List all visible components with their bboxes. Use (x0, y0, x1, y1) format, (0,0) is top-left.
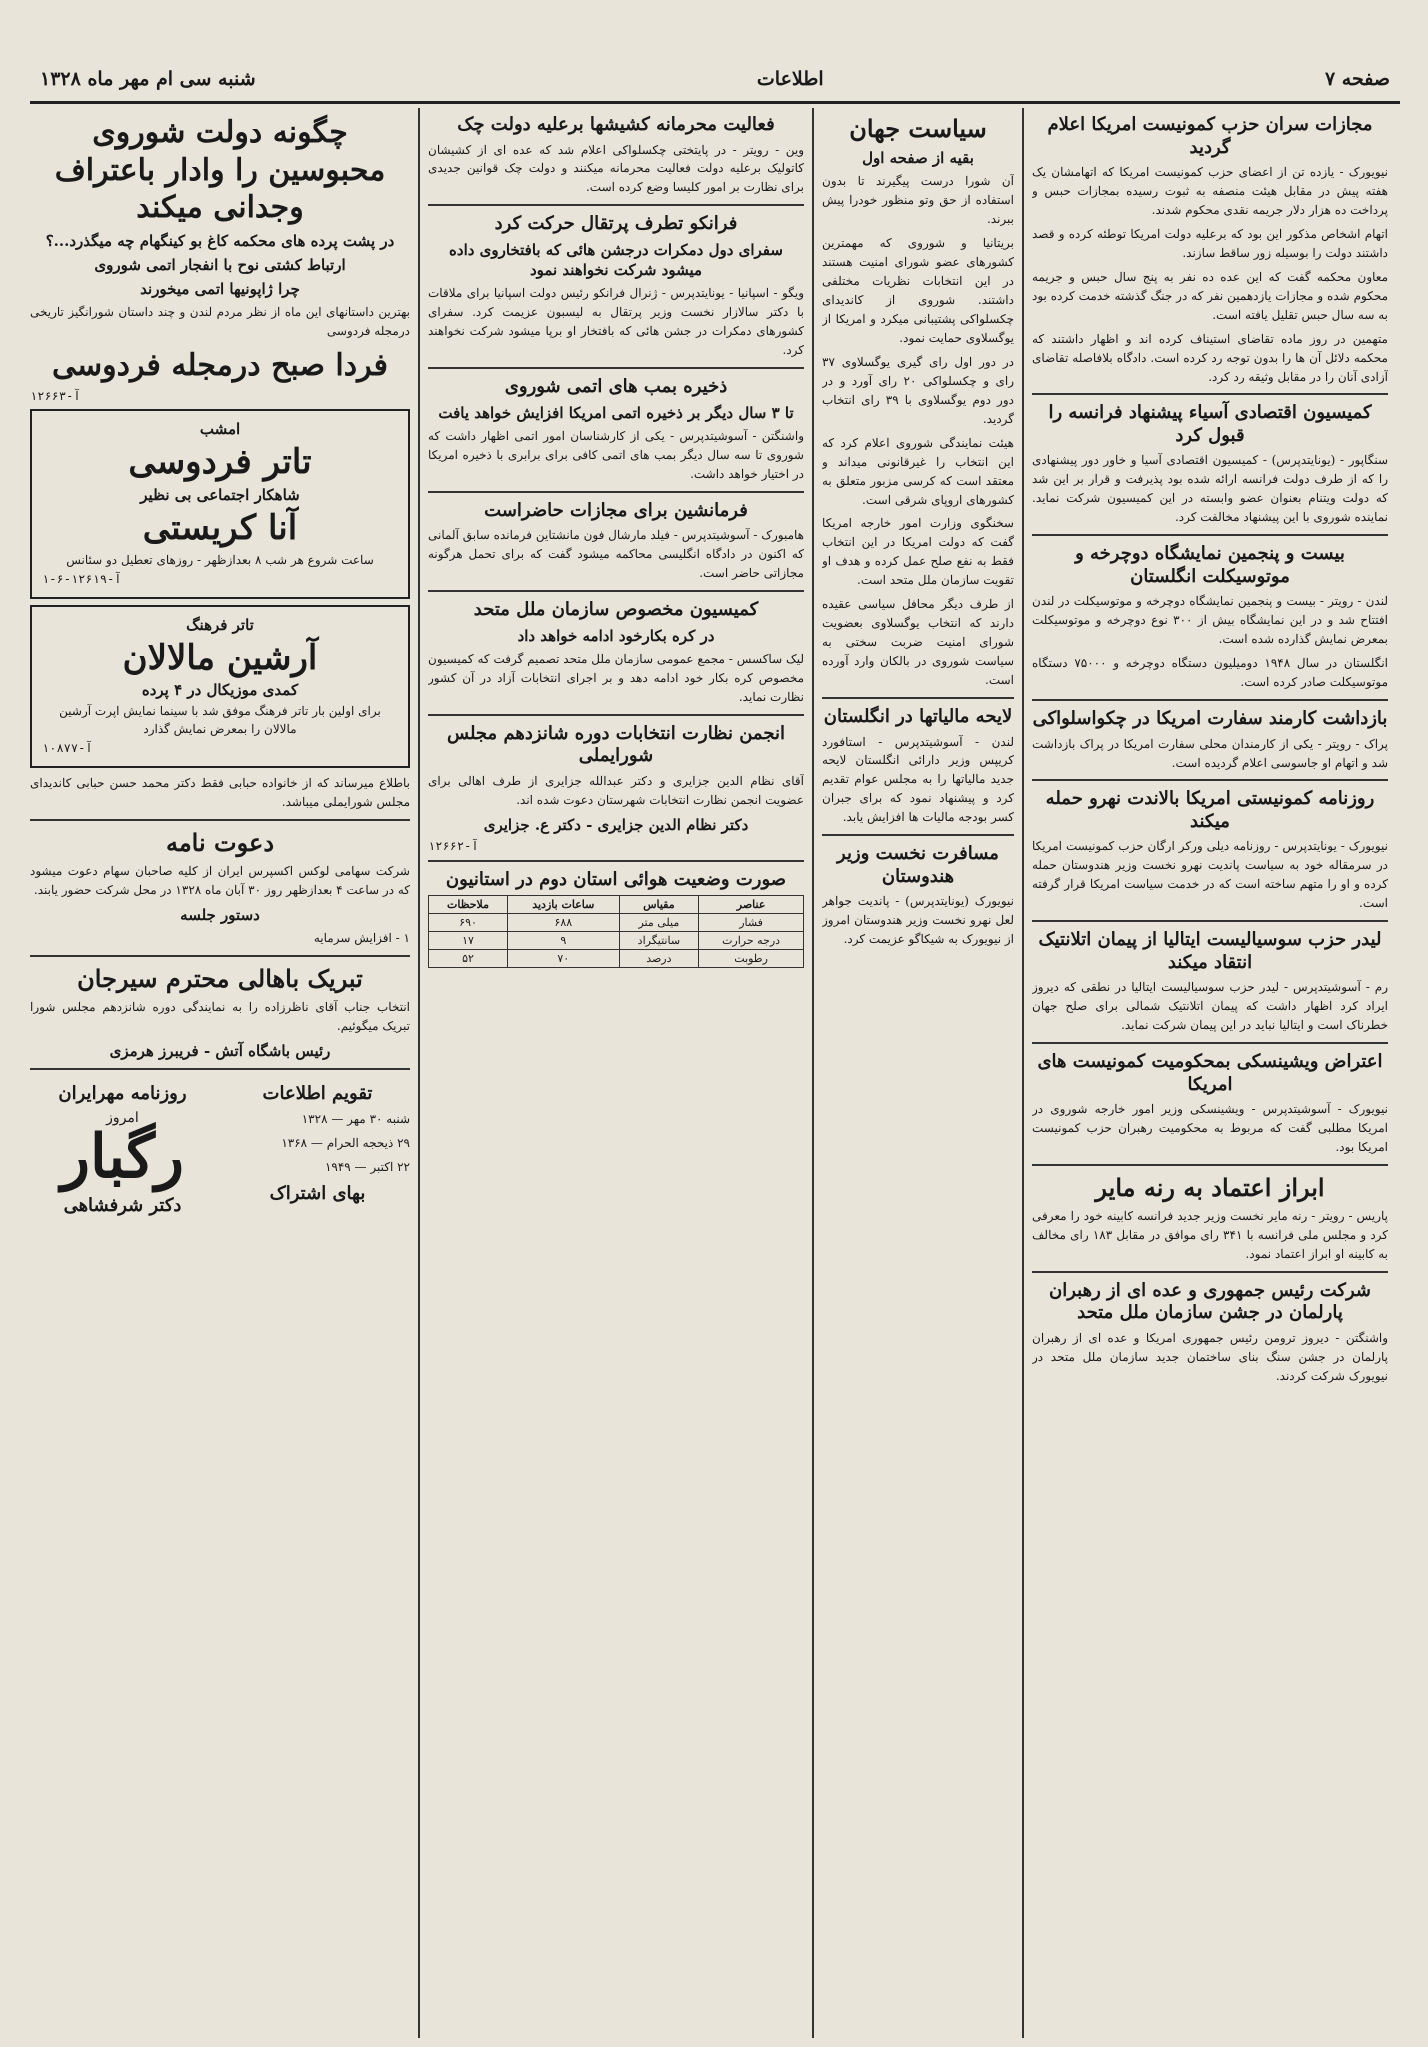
headline: شرکت رئیس جمهوری و عده ای از رهبران پارلمان در جشن سازمان ملل متحد (1049, 1279, 1371, 1324)
article-text: پراک - رویتر - یکی از کارمندان محلی سفارت امریکا در پراک بازداشت شد و اتهام او جاسوسی اعلام گردیده است. (1032, 736, 1388, 770)
table-cell: ۶۸۸ (508, 914, 620, 932)
article-text: واشنگتن - دیروز ترومن رئیس جمهوری امریکا و عده ای از رهبران پارلمان در جشن سنگ بنای ساختمان جدید سازمان ملل متحد در نیویورک شرکت کردند. (1032, 1330, 1388, 1383)
headline: انجمن نظارت انتخابات دوره شانزدهم مجلس شورایملی (447, 722, 785, 767)
table-header: ملاحظات (429, 896, 508, 914)
table-cell: ۱۷ (429, 932, 508, 950)
play-title: آنا کریستی (142, 508, 298, 549)
column-4 (30, 108, 410, 2038)
headline: لایحه مالیاتها در انگلستان (823, 706, 1013, 728)
headline: فرانکو تطرف پرتقال حرکت کرد (494, 213, 738, 235)
divider (30, 819, 410, 821)
ad-code: آ-۱۰۸۷۷ (42, 741, 93, 756)
article-text: در دور اول رای گیری یوگسلاوی ۳۷ رای و چکسلواکی ۲۰ رای آورد و در دور دوم یوگسلاوی با ۳۹ رای انتخاب گردید. (822, 354, 1014, 426)
bottom-boxes (30, 1077, 410, 1221)
column-rule (1022, 108, 1024, 2038)
headline: سیاست جهان (849, 114, 987, 143)
theater-ad-farhang (30, 605, 410, 769)
header-rule (30, 101, 1400, 104)
signature: رئیس باشگاه آتش - فریبرز هرمزی (109, 1042, 331, 1061)
article-text: رم - آسوشیتدپرس - لیدر حزب سوسیالیست ایتالیا در نطقی که دیروز ایراد کرد اظهار داشت که پیمان اتلانتیک شمالی برای صلح جهان خطرناک است و ایتالیا نباید در این پیمان شرکت نماید. (1032, 980, 1388, 1033)
subheadline: سفرای دول دمکرات درجشن هائی که بافتخاروی داده میشود شرکت نخواهند نمود (449, 240, 783, 280)
headline: کمیسیون اقتصادی آسیاء پیشنهاد فرانسه را قبول کرد (1048, 402, 1372, 446)
calendar-title: تقویم اطلاعات (262, 1083, 373, 1105)
column-rule (812, 108, 814, 2038)
article-text: پاریس - رویتر - رنه مایر نخست وزیر جدید فرانسه کابینه خود را معرفی کرد و مجلس ملی فرانسه با ۳۴۱ رای موافق در مقابل ۱۸۳ رای مخالف به کابینه او ابراز اعتماد نمود. (1032, 1209, 1388, 1261)
doctor-ad: دکتر شرفشاهی (63, 1194, 182, 1216)
article-text: لندن - آسوشیتدپرس - استافورد کریپس وزیر دارائی انگلستان لایحه جدید مالیاتها را به مجلس عوام تقدیم کرد و پیشنهاد نمود که برای جبران کسر بودجه مالیات ها افزایش یابد. (822, 734, 1014, 825)
logo-today: امروز (106, 1109, 139, 1126)
ad-tonight: امشب (199, 419, 241, 438)
ads-box (30, 1077, 215, 1221)
headline: مسافرت نخست وزیر هندوستان (837, 843, 999, 887)
play-title: آرشین مالالان (122, 638, 318, 679)
divider (428, 204, 804, 206)
divider (428, 714, 804, 716)
continuation-note: بقیه از صفحه اول (862, 149, 974, 167)
ad-code: آ-۱۲۶۱۹-۶-۱ (42, 571, 122, 586)
headline: بازداشت کارمند سفارت امریکا در چکواسلواکی (1032, 708, 1388, 730)
divider (1032, 1271, 1388, 1273)
headline: بیست و پنجمین نمایشگاه دوچرخه و موتوسیکلت انگلستان (1075, 543, 1345, 587)
headline: لیدر حزب سوسیالیست ایتالیا از پیمان اتلانتیک انتقاد میکند (1038, 929, 1382, 973)
column-rule (418, 108, 420, 2038)
table-header: مقیاس (619, 896, 699, 914)
issue-date: شنبه سی ام مهر ماه ۱۳۲۸ (40, 68, 256, 90)
article-text: هیئت نمایندگی شوروی اعلام کرد که این انتخاب را غیرقانونی میداند و معتقد است که کرسی مزبور متعلق به کشورهای اروپای شرقی است. (822, 435, 1014, 507)
ad-note: برای اولین بار تاتر فرهنگ موفق شد با سینما نمایش اپرت آرشین مالالان را بمعرض نمایش گذارد (59, 704, 381, 737)
headline: ذخیره بمب های اتمی شوروی (504, 376, 728, 398)
notice-text: شرکت سهامی لوکس اکسپرس ایران از کلیه صاحبان سهام دعوت میشود که در ساعت ۴ بعدازظهر روز ۳۰ آبان ماه ۱۳۲۸ در محل شرکت حضور یابند. (30, 864, 410, 898)
masthead (40, 62, 1390, 96)
headline: فعالیت محرمانه کشیشها برعلیه دولت چک (457, 114, 775, 135)
calendar-row: ۲۹ ذیحجه الحرام — ۱۳۶۸ (281, 1135, 410, 1150)
play-desc: کمدی موزیکال در ۴ پرده (141, 681, 299, 700)
divider (30, 1068, 410, 1070)
page-number: صفحه ۷ (1324, 68, 1390, 90)
article-text: نیویورک - یونایتدپرس - روزنامه دیلی ورکر ارگان حزب کمونیست امریکا در سرمقاله خود به سیاست پاندیت نهرو نخست وزیر هندوستان حمله کرده و او را متهم ساخته است که در خدمت سیاست امریکا قرار گرفته است. (1032, 839, 1388, 911)
ad-code: آ-۱۲۶۶۳ (30, 388, 81, 403)
table-cell: ۷۰ (508, 950, 620, 968)
table-cell: درصد (619, 950, 699, 968)
column-2 (822, 108, 1014, 2038)
calendar-box (225, 1077, 410, 1221)
article-text: نیویورک - یازده تن از اعضای حزب کمونیست امریکا که اتهامشان یک هفته پیش در مقابل هیئت منصفه به ثبوت رسیده بمجازات حبس و پرداخت ده هزار دلار جریمه نقدی محکوم شدند. (1032, 165, 1388, 217)
article-text: واشنگتن - آسوشیتدپرس - یکی از کارشناسان امور اتمی اظهار داشت که شوروی تا سه سال دیگر بمب های اتمی کافی برای برابری با ذخیره امریکا در اختیار خواهد داشت. (428, 428, 804, 481)
headline: دعوت نامه (165, 828, 275, 858)
headline: اعتراض ویشینسکی بمحکومیت کمونیست های امریکا (1037, 1051, 1383, 1095)
divider (1032, 779, 1388, 781)
divider (822, 834, 1014, 836)
headline: فرمانشین برای مجازات حاضراست (484, 499, 748, 521)
theater-name: تاتر فرهنگ (186, 615, 254, 634)
subheadline: تا ۳ سال دیگر بر ذخیره اتمی امریکا افزایش خواهد یافت (438, 403, 794, 422)
article-text: نیویورک (یونایتدپرس) - پاندیت جواهر لعل نهرو نخست وزیر هندوستان امروز از نیویورک به شیکاگو عزیمت کرد. (822, 894, 1014, 947)
play-desc: شاهکار اجتماعی بی نظیر (140, 485, 300, 504)
column-1 (1032, 108, 1388, 2038)
article-text: وین - رویتر - در پایتختی چکسلواکی اعلام شد که عده ای از کشیشان کاتولیک برعلیه دولت فعالیت محرمانه میکنند و دولت چک قوانین جدیدی برای نظارت بر امور کلیسا وضع کرده است. (428, 142, 804, 195)
divider (1032, 1042, 1388, 1044)
headline: تبریک باهالی محترم سیرجان (77, 964, 363, 994)
theater-name: تاتر فردوسی (128, 442, 312, 483)
calendar-row: شنبه ۳۰ مهر — ۱۳۲۸ (301, 1111, 410, 1126)
headline: روزنامه کمونیستی امریکا بالاندت نهرو حمله میکند (1045, 788, 1375, 832)
notice-text: انتخاب جناب آقای ناظرزاده را به نمایندگی دوره شانزدهم مجلس شورا تبریک میگوئیم. (30, 1000, 410, 1034)
headline: چگونه دولت شوروی محبوسین را وادار باعتراف وجدانی میکند (54, 115, 386, 225)
table-row (429, 914, 804, 932)
article-text: آن شورا درست پیگیرند تا بدون استفاده از حق وتو منظور خودرا پیش ببرند. (822, 174, 1014, 227)
paper-name: اطلاعات (756, 68, 824, 90)
table-cell: فشار (699, 914, 804, 932)
subheadline: چرا ژاپونیها اتمی میخورند (140, 280, 300, 298)
table-header: ساعات بازدید (508, 896, 620, 914)
article-text: سخنگوی وزارت امور خارجه امریکا گفت که دولت امریکا در این انتخاب فقط به نفع صلح عمل کرده و هدف او تقویت سازمان ملل متحد است. (822, 516, 1014, 588)
article-text: هامبورک - آسوشیتدپرس - فیلد مارشال فون مانشتاین فرمانده سابق آلمانی که اکنون در دادگاه انگلیسی محاکمه میشود گفت که برای تحمل هرگونه مجازاتی حاضر است. (428, 528, 804, 581)
subheadline: ارتباط کشتی نوح با انفجار اتمی شوروی (94, 255, 346, 274)
subscription-title: بهای اشتراک (269, 1182, 366, 1204)
article-text: معاون محکمه گفت که این عده ده نفر به پنج سال حبس و جریمه محکوم شده و مجازات یازدهمین نفر که در جنگ گذشته خدمت کرده بود به سه سال حبس تقلیل یافته است. (1032, 269, 1388, 322)
ragbar-logo: رگبار (61, 1121, 184, 1192)
table-cell: درجه حرارت (699, 932, 804, 950)
divider (1032, 1164, 1388, 1166)
article-text: ویگو - اسپانیا - یونایتدپرس - ژنرال فرانکو رئیس دولت اسپانیا برای ملاقات با دکتر سالازار نخست وزیر پرتقال به لیسبون عزیمت کرد. سفرای کشورهای دمکرات در جشن هائی که بافتخار او برپا میشود شرکت نخواهند کرد. (428, 286, 804, 358)
article-text: سنگاپور - (یونایتدپرس) - کمیسیون اقتصادی آسیا و خاور دور پیشنهادی را که از طرف دولت فرانسه ارائه شده بود پذیرفت و قرار بر این شد که دولت ویتنام بعنوان عضو وابسته در این کمیسیون شرکت نماید. نماینده شوروی با این پیشنهاد مخالفت کرد. (1032, 453, 1388, 525)
article-text: لندن - رویتر - بیست و پنجمین نمایشگاه دوچرخه و موتوسیکلت در لندن افتتاح شد و در این نمایشگاه بیش از ۳۰۰ نوع دوچرخه و موتوسیکلت بمعرض نمایش گذارده شده است. (1032, 594, 1388, 647)
table-cell: ۵۲ (429, 950, 508, 968)
article-text: لیک ساکسس - مجمع عمومی سازمان ملل متحد تصمیم گرفت که کمیسیون مخصوص کره بکار خود ادامه دهد و بر اجرای انتخابات آزاد در آن کشور نظارت نماید. (428, 651, 804, 704)
divider (428, 860, 804, 862)
ad-code: آ-۱۲۶۶۲ (428, 838, 479, 853)
calendar-row: ۲۲ اکتبر — ۱۹۴۹ (324, 1159, 410, 1174)
article-text: نیویورک - آسوشیتدپرس - ویشینسکی وزیر امور خارجه شوروی در امریکا مطلبی گفت که مربوط به محکومیت رهبران حزب کمونیست امریکا بود. (1032, 1102, 1388, 1155)
divider (822, 697, 1014, 699)
weather-title: صورت وضعیت هوائی استان دوم در استانیون (445, 868, 787, 890)
table-cell: ۹ (508, 932, 620, 950)
article-text: اتهام اشخاص مذکور این بود که برعلیه دولت امریکا توطئه کرده و قصد داشتند دولت را بوسیله زور ساقط سازند. (1032, 226, 1388, 260)
subheadline: در پشت پرده های محکمه کاغ بو کینگهام چه میگذرد...؟ (45, 231, 395, 250)
subheadline: در کره بکارخود ادامه خواهد داد (517, 626, 715, 645)
theater-ad-ferdowsi (30, 409, 410, 599)
table-cell: ۶۹۰ (429, 914, 508, 932)
table-row (429, 932, 804, 950)
notice-text: باطلاع میرساند که از خانواده حبابی فقط دکتر محمد حسن حبابی کاندیدای مجلس شورایملی میباشد. (30, 776, 410, 810)
article-text: بریتانیا و شوروی که مهمترین کشورهای عضو شورای امنیت هستند در این انتخابات نظریات مختلفی داشتند. شوروی از کاندیدای چکسلواکی پشتیبانی میکرد و امریکا از یوگسلاوی حمایت نمود. (822, 236, 1014, 345)
article-text: متهمین در روز ماده تقاضای استیناف کرده اند و اظهار داشتند که محکمه دلائل آن ها را بدون توجه رد کرده است. دادگاه بلافاصله تقاضای آزادی آنان را در مقابل وثیقه رد کرد. (1032, 331, 1388, 384)
divider (1032, 699, 1388, 701)
divider (30, 955, 410, 957)
article-text: آقای نظام الدین جزایری و دکتر عبدالله جزایری از طرف اهالی برای عضویت انجمن نظارت انتخابات شهرستان دعوت شده اند. (428, 773, 804, 807)
table-cell: سانتیگراد (619, 932, 699, 950)
divider (1032, 393, 1388, 395)
table-row (429, 950, 804, 968)
headline: فردا صبح درمجله فردوسی (52, 348, 388, 384)
table-cell: رطوبت (699, 950, 804, 968)
headline: مجازات سران حزب کمونیست امریکا اعلام گردید (1047, 114, 1373, 158)
article-text: بهترین داستانهای این ماه از نظر مردم لندن و چند داستان شورانگیز تاریخی درمجله فردوسی (30, 305, 410, 339)
signature: دکتر نظام الدین جزایری - دکتر ع. جزایری (483, 815, 749, 834)
headline: روزنامه مهرایران (58, 1083, 187, 1105)
column-3 (428, 108, 804, 2038)
table-cell: میلی متر (619, 914, 699, 932)
divider (1032, 534, 1388, 536)
agenda-item: ۱ - افزایش سرمایه (313, 931, 410, 946)
weather-table (428, 895, 804, 968)
divider (1032, 920, 1388, 922)
showtime: ساعت شروع هر شب ۸ بعدازظهر - روزهای تعطیل دو سئانس (66, 552, 374, 567)
article-text: از طرف دیگر محافل سیاسی عقیده دارند که انتخاب یوگسلاوی بعضویت شورای امنیت ضربت سختی به سیاست شوروی در بالکان وارد آورده است. (822, 597, 1014, 688)
headline: کمیسیون مخصوص سازمان ملل متحد (473, 599, 759, 621)
headline: ابراز اعتماد به رنه مایر (1095, 1173, 1325, 1202)
divider (428, 367, 804, 369)
table-header: عناصر (699, 896, 804, 914)
agenda-title: دستور جلسه (180, 906, 260, 925)
divider (428, 590, 804, 592)
article-text: انگلستان در سال ۱۹۴۸ دومیلیون دستگاه دوچرخه و ۷۵۰۰۰ دستگاه موتوسیکلت صادر کرده است. (1032, 656, 1388, 690)
divider (428, 491, 804, 493)
